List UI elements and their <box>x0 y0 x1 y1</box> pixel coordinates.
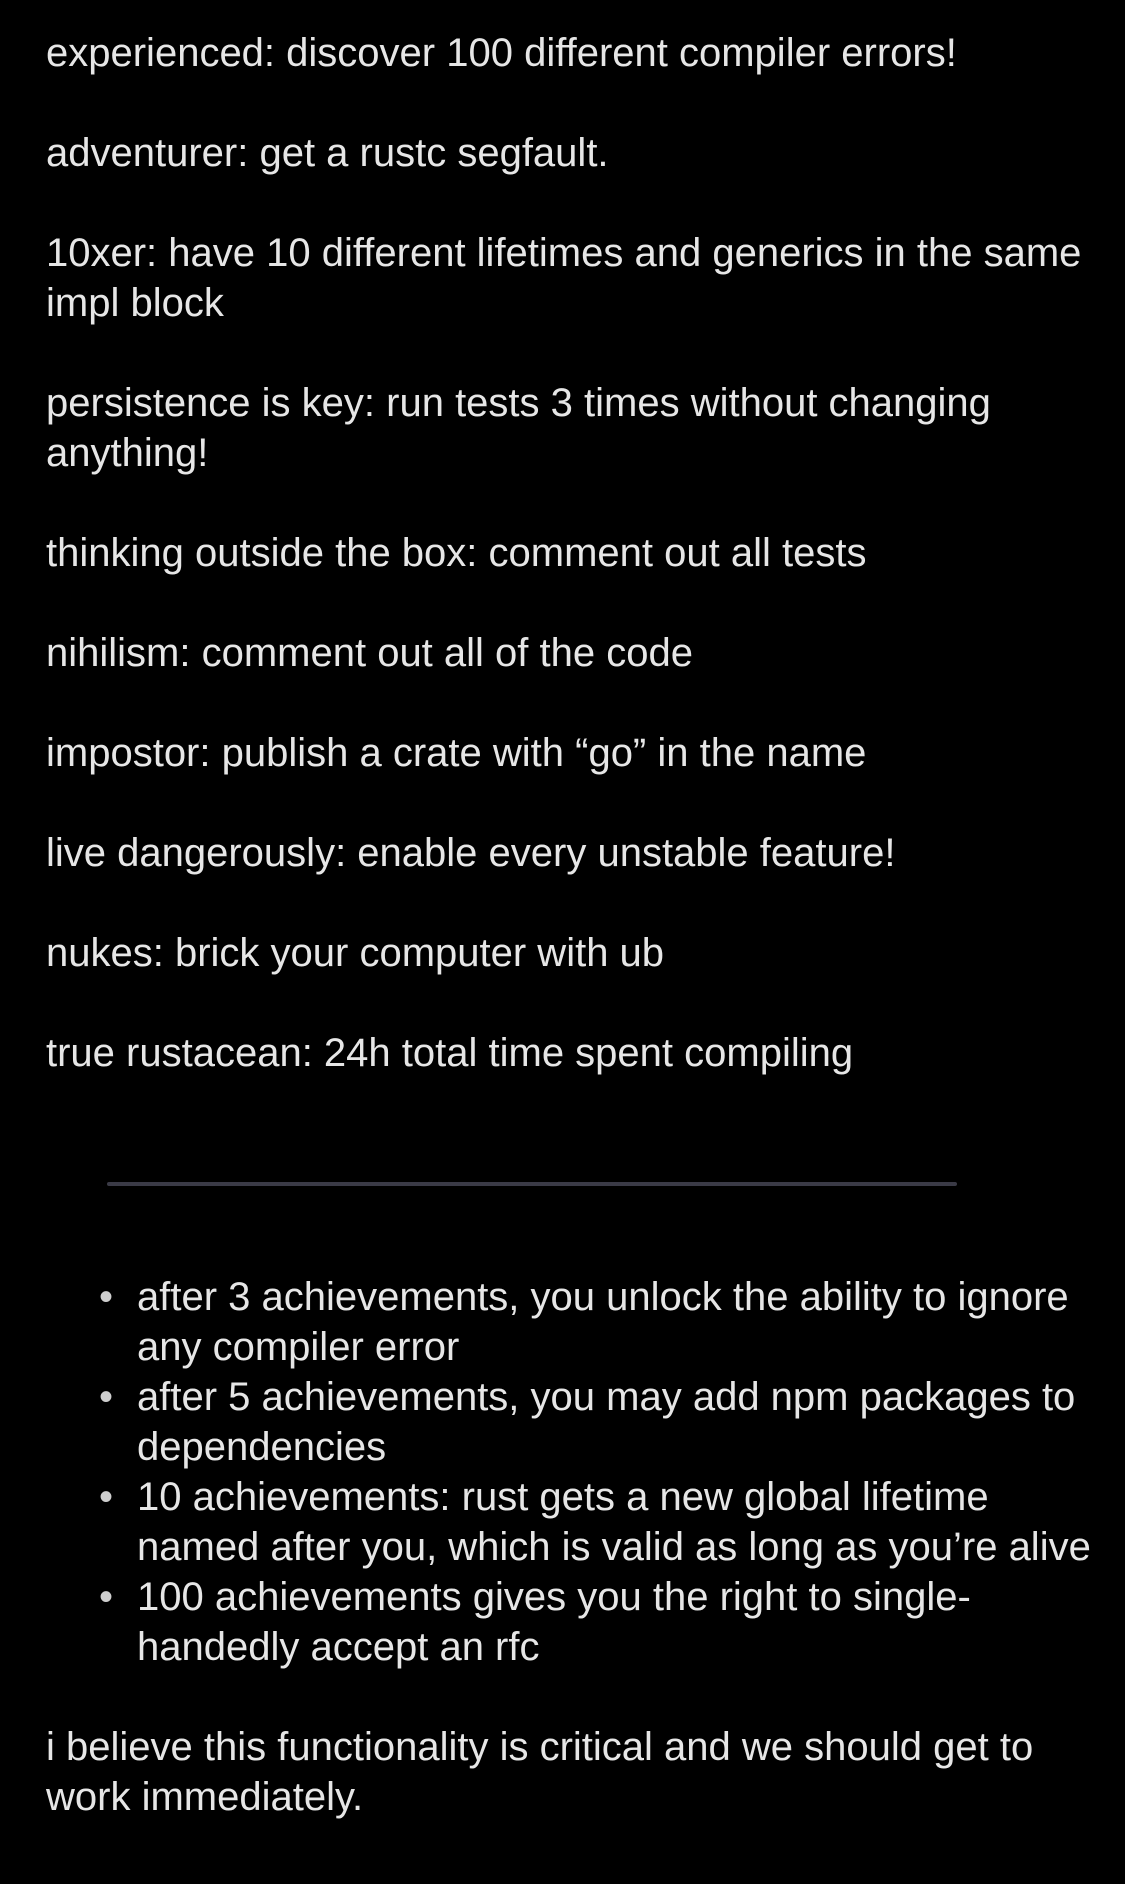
achievement-experienced: experienced: discover 100 different compiler errors! <box>46 31 957 75</box>
achievement-thinking-outside-box: thinking outside the box: comment out all tests <box>46 531 867 575</box>
divider-container <box>46 1078 1096 1188</box>
post-content <box>46 28 1096 1862</box>
achievement-live-dangerously: live dangerously: enable every unstable feature! <box>46 831 896 875</box>
horizontal-divider <box>107 1182 957 1186</box>
rule-text: after 5 achievements, you may add npm packages to dependencies <box>137 1375 1076 1469</box>
achievement-true-rustacean: true rustacean: 24h total time spent compiling <box>46 1031 854 1075</box>
achievement-list <box>46 28 1096 1078</box>
achievement-nukes: nukes: brick your computer with ub <box>46 931 665 975</box>
rule-item <box>46 1272 1096 1372</box>
achievement-persistence: persistence is key: run tests 3 times without changing anything! <box>46 381 991 475</box>
rule-item <box>46 1472 1096 1572</box>
rule-text: after 3 achievements, you unlock the ability to ignore any compiler error <box>137 1275 1069 1369</box>
achievement-10xer: 10xer: have 10 different lifetimes and generics in the same impl block <box>46 231 1082 325</box>
rule-text: 10 achievements: rust gets a new global lifetime named after you, which is valid as long as you’re alive <box>137 1475 1091 1569</box>
bullet-icon: • <box>98 1275 113 1319</box>
bullet-icon: • <box>98 1575 113 1619</box>
bullet-icon: • <box>98 1475 113 1519</box>
rule-item <box>46 1572 1096 1672</box>
achievement-nihilism: nihilism: comment out all of the code <box>46 631 693 675</box>
closing-paragraph: i believe this functionality is critical and we should get to work immediately. <box>46 1725 1034 1819</box>
rule-item <box>46 1372 1096 1472</box>
bullet-icon: • <box>98 1375 113 1419</box>
rule-text: 100 achievements gives you the right to single-handedly accept an rfc <box>137 1575 971 1669</box>
achievement-adventurer: adventurer: get a rustc segfault. <box>46 131 609 175</box>
achievement-impostor: impostor: publish a crate with “go” in the name <box>46 731 867 775</box>
rules-list <box>46 1272 1096 1672</box>
